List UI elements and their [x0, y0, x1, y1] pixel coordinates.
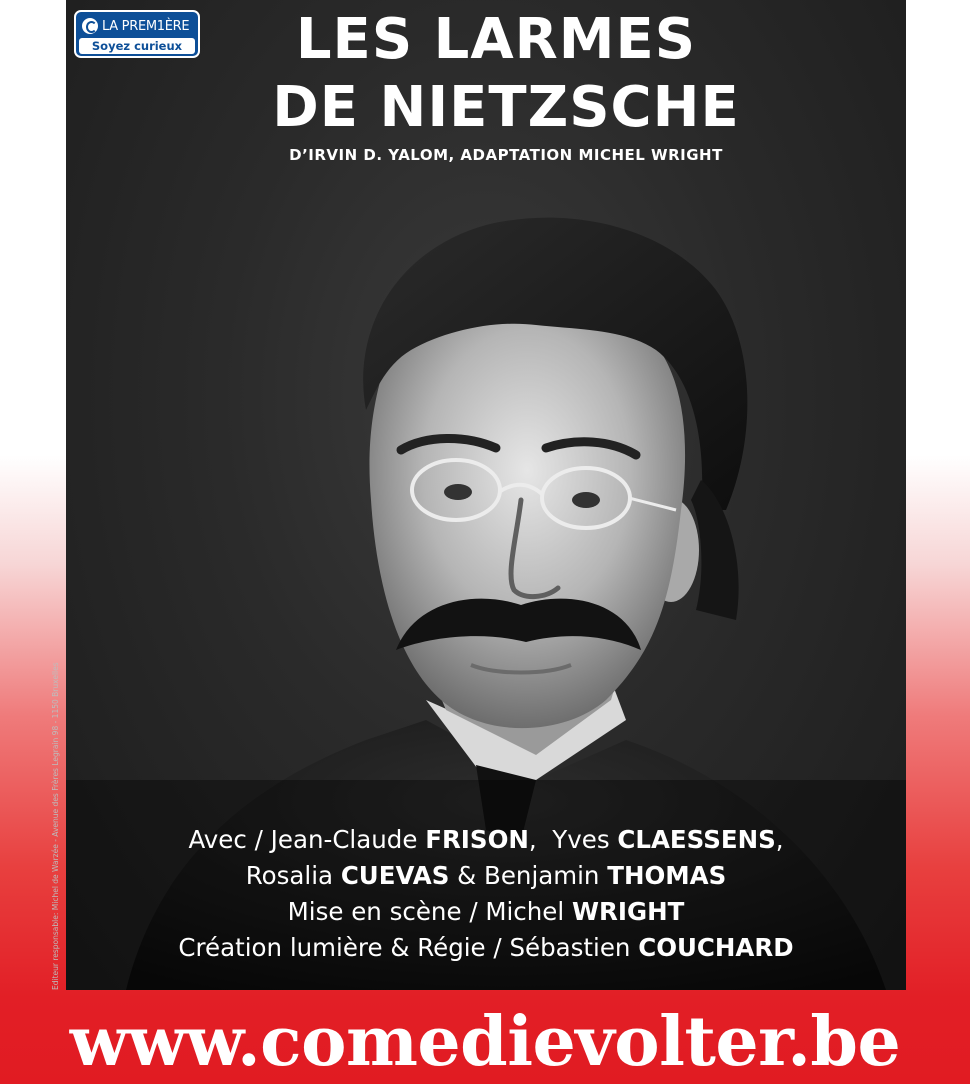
credit-last-name: FRISON: [425, 825, 529, 854]
credit-first-name: Jean-Claude: [270, 825, 426, 854]
eye-left: [444, 484, 472, 500]
credit-role: Création lumière & Régie /: [178, 933, 510, 962]
eye-right: [572, 492, 600, 508]
credit-last-name: CLAESSENS: [617, 825, 776, 854]
legal-line: Editeur responsable: Michel de Warzée - Avenue des Frères Legrain 98 - 1150 Bruxelles: [51, 662, 60, 990]
credit-first-name: Yves: [552, 825, 618, 854]
credit-first-name: Michel: [485, 897, 572, 926]
credit-line: [66, 894, 906, 930]
credit-role: Mise en scène /: [287, 897, 486, 926]
credit-separator: &: [449, 861, 485, 890]
credit-line: [66, 858, 906, 894]
credit-last-name: COUCHARD: [638, 933, 794, 962]
credit-separator: ,: [775, 825, 784, 854]
credit-role: Avec /: [188, 825, 271, 854]
credit-first-name: Rosalia: [245, 861, 341, 890]
play-title-line-2: DE NIETZSCHE: [272, 75, 740, 140]
credit-last-name: CUEVAS: [340, 861, 450, 890]
credit-separator: ,: [528, 825, 553, 854]
poster: [66, 0, 906, 990]
website-url[interactable]: www.comedievolter.be: [69, 1002, 901, 1082]
credit-line: [66, 822, 906, 858]
play-subtitle: D’IRVIN D. YALOM, ADAPTATION MICHEL WRIGHT: [289, 146, 723, 164]
credit-line: [66, 930, 906, 966]
play-title-line-1: LES LARMES: [295, 7, 697, 72]
credit-last-name: WRIGHT: [571, 897, 685, 926]
credit-first-name: Benjamin: [484, 861, 608, 890]
radio-logo-tagline: Soyez curieux: [79, 38, 195, 54]
credits-block: [66, 822, 906, 966]
radio-logo-name: LA PREM1ÈRE: [102, 18, 190, 34]
credit-first-name: Sébastien: [509, 933, 639, 962]
face-shape: [369, 299, 685, 728]
credit-last-name: THOMAS: [607, 861, 727, 890]
